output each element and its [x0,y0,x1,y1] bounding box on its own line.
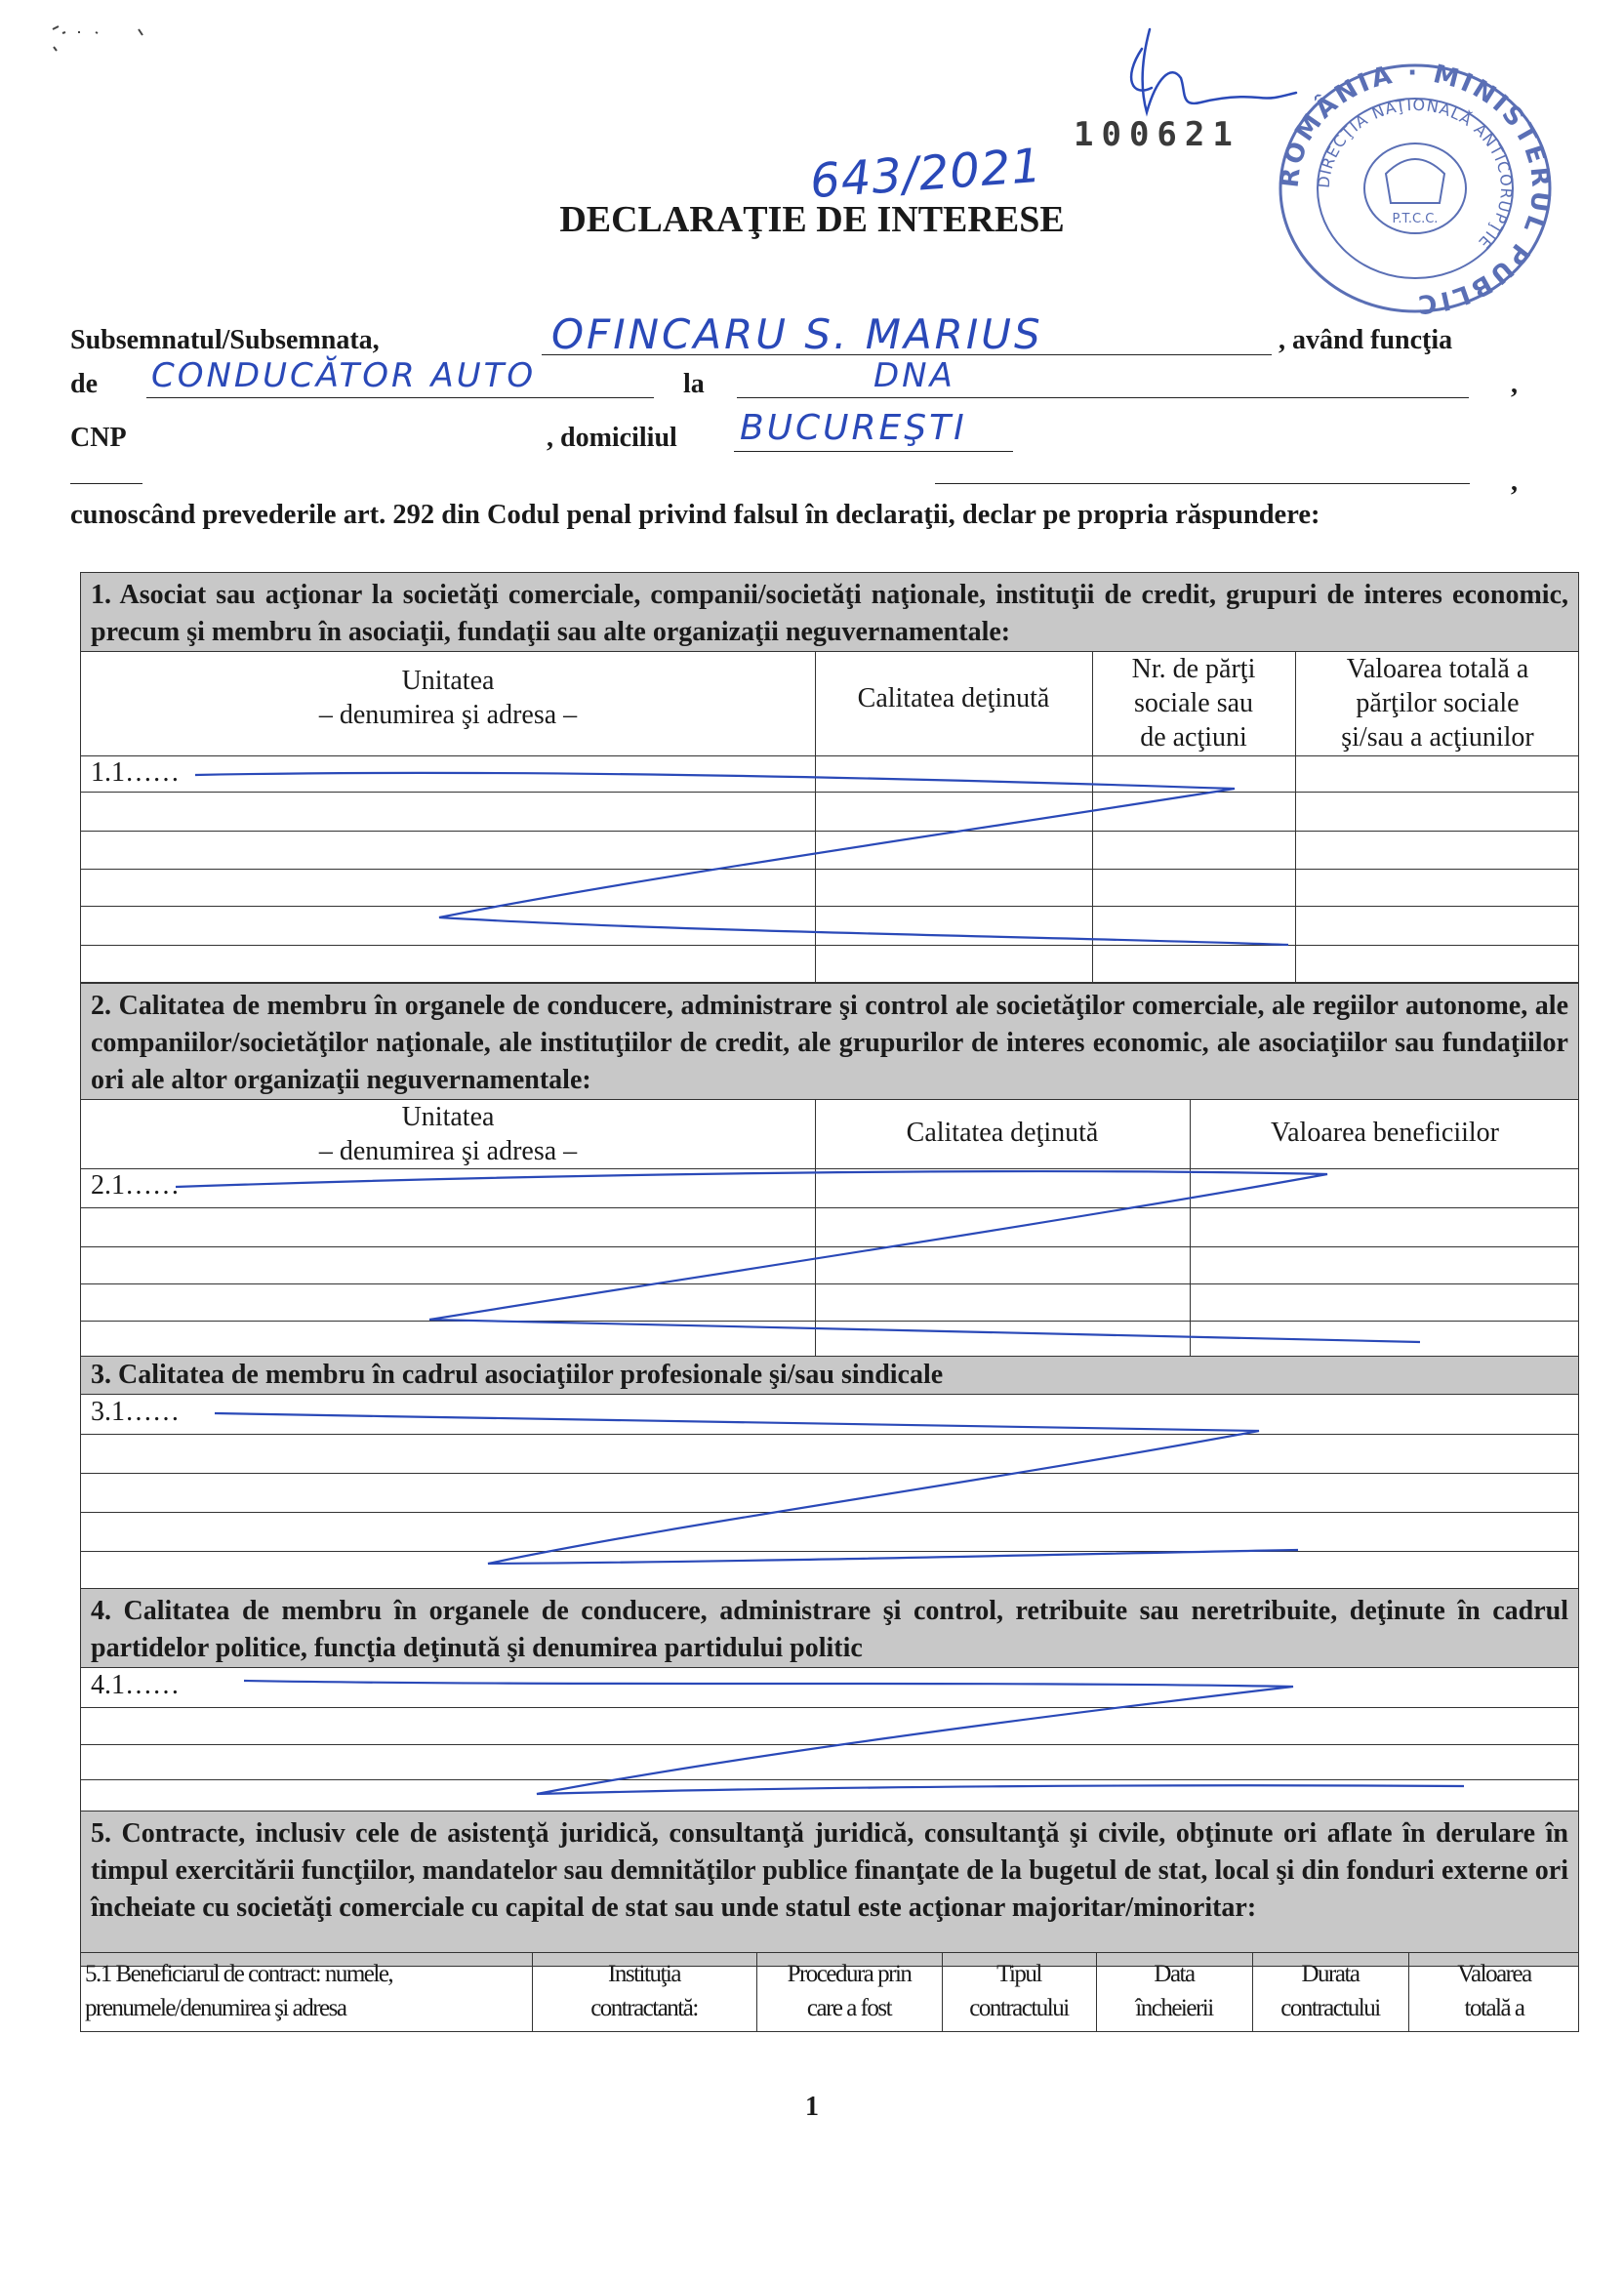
col-tipul-line1: Tipul [996,1961,1041,1987]
name-value[interactable]: OFINCARU S. MARIUS [551,310,1043,358]
domiciliu-value[interactable]: BUCUREŞTI [740,408,967,448]
col-data-line1: Data [1154,1961,1195,1987]
row-3-1-label: 3.1…… [91,1397,180,1427]
col-beneficiar [85,1957,532,2025]
section-3-header: 3. Calitatea de membru în cadrul asociaţiilor profesionale şi/sau sindicale [80,1356,1579,1395]
svg-text:DIRECŢIA NAŢIONALĂ ANTICORUPŢI: DIRECŢIA NAŢIONALĂ ANTICORUPŢIE [1314,95,1517,253]
document-title: DECLARAŢIE DE INTERESE [559,199,1065,240]
col-unitatea-line2: – denumirea şi adresa – [318,700,578,730]
employer-value[interactable]: DNA [873,356,955,395]
cnp-label: CNP [70,423,127,453]
function-suffix: , având funcţia [1279,325,1453,355]
de-label: de [70,369,98,399]
col-institutia-line2: contractantă: [590,1995,698,2021]
col-valoarea-line3: şi/sau a acţiunilor [1341,722,1534,753]
col-data-line2: încheierii [1135,1995,1213,2021]
col-data [1096,1957,1252,2025]
col-valoarea-totala-line1: Valoarea [1457,1961,1531,1987]
domiciliu-label: , domiciliul [547,423,677,453]
col-procedura-line1: Procedura prin [787,1961,912,1987]
col-durata-line1: Durata [1301,1961,1360,1987]
col-procedura [756,1957,942,2025]
declaration-text: cunoscând prevederile art. 292 din Codul penal privind falsul în declaraţii, declar pe propria răspundere: [70,500,1320,530]
col-nr-parti-line1: Nr. de părţi [1131,654,1256,684]
row-4-1-label: 4.1…… [91,1670,180,1700]
col-institutia [532,1957,756,2025]
subsemnatul-label: Subsemnatul/Subsemnata, [70,325,380,355]
col-valoarea-totala [1408,1957,1580,2025]
svg-text:ROMÂNIA · MINISTERUL PUBLIC: ROMÂNIA · MINISTERUL PUBLIC [1275,58,1556,319]
function-value[interactable]: CONDUCĂTOR AUTO [151,356,537,395]
la-label: la [683,369,705,399]
col-calitatea: Calitatea deţinută [857,683,1050,713]
page-number: 1 [805,2092,819,2122]
registration-number: 643/2021 [808,138,1044,210]
col-durata-line2: contractului [1280,1995,1380,2021]
section-4-header: 4. Calitatea de membru în organele de conducere, administrare şi control, retribuite sau neretribuite, deţinute în cadrul partidelor politice, funcţia deţinută şi denumirea partidului politic [80,1588,1579,1668]
section-1-header: 1. Asociat sau acţionar la societăţi comerciale, companii/societăţi naţionale, instituţii de credit, grupuri de interes economic, precum şi membru în asociaţii, fundaţii sau alte organizaţii neguvernamentale: [80,572,1579,652]
row-1-1-label: 1.1…… [91,757,180,788]
col-beneficiar-line2: prenumele/denumirea şi adresa [85,1995,346,2021]
col-unitatea-2-line2: – denumirea şi adresa – [318,1136,578,1166]
col-procedura-line2: care a fost [806,1995,892,2021]
col-unitatea-line1: Unitatea [401,666,495,696]
col-calitatea-2: Calitatea deţinută [906,1118,1099,1148]
col-tipul-line2: contractului [969,1995,1069,2021]
col-beneficiar-line1: 5.1 Beneficiarul de contract: numele, [85,1961,393,1987]
section-5-table [80,1952,1579,2032]
col-valoarea-totala-line2: totală a [1464,1995,1524,2021]
comma-2: , [1511,467,1518,497]
stamp-number: 100621 [1074,115,1240,154]
col-valoarea-beneficiilor: Valoarea beneficiilor [1271,1118,1499,1148]
col-institutia-line1: Instituţia [608,1961,680,1987]
col-valoarea-line2: părţilor sociale [1356,688,1520,718]
col-durata [1252,1957,1408,2025]
section-2-header: 2. Calitatea de membru în organele de conducere, administrare şi control ale societăţilor comerciale, ale regiilor autonome, ale companiilor/societăţilor naţionale, ale instituţiilor de credit, ale grupurilor de interes economic, ale asociaţiilor sau fundaţiilor ori ale altor organizaţii neguvernamentale: [80,983,1579,1100]
col-valoarea-line1: Valoarea totală a [1346,654,1529,684]
comma-1: , [1511,369,1518,399]
col-unitatea-2-line1: Unitatea [401,1102,495,1132]
col-tipul [942,1957,1096,2025]
col-nr-parti-line3: de acţiuni [1140,722,1247,753]
row-2-1-label: 2.1…… [91,1170,180,1201]
col-nr-parti-line2: sociale sau [1133,688,1254,718]
section-5-header: 5. Contracte, inclusiv cele de asistenţă juridică, consultanţă juridică, consultanţă şi civile, obţinute ori aflate în derulare în timpul exercitării funcţiilor, mandatelor sau demnităţilor publice finanţate de la bugetul de stat, local şi din fonduri externe ori încheiate cu societăţi comerciale cu capital de stat sau unde statul este acţionar majoritar/minoritar: [80,1811,1579,1967]
svg-text:P.T.C.C.: P.T.C.C. [1392,212,1439,226]
